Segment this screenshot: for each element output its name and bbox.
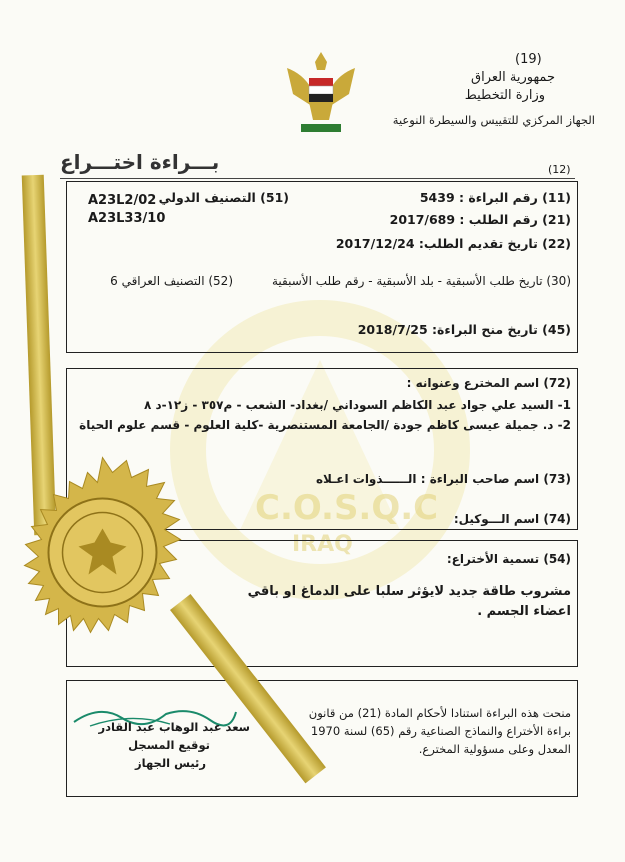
invention-title-line-1: مشروب طاقة جديد لايؤثر سلبا على الدماغ او باقي: [247, 584, 571, 599]
agency-name: الجهاز المركزي للتقييس والسيطرة النوعية: [392, 113, 595, 127]
agent-name: (74) اسم الـــوكيل:: [453, 512, 571, 526]
intl-class-1: A23L2/02: [88, 193, 157, 208]
grant-statement-line-2: براءة الأختراع والنماذج الصناعية رقم (65) لسنة 1970: [310, 724, 571, 738]
ministry-name: وزارة التخطيط: [464, 88, 545, 103]
section-code: (12): [548, 163, 571, 176]
signer-role-president: رئيس الجهاز: [135, 756, 206, 770]
country-name: جمهورية العراق: [471, 70, 555, 85]
document-title: بـــراءة اختـــراع: [60, 150, 220, 174]
intl-class-2: A23L33/10: [88, 211, 166, 226]
iraqi-classification: (52) التصنيف العراقي 6: [110, 274, 233, 288]
patent-owner: (73) اسم صاحب البراءة : الــــــذوات اعـلاه: [315, 472, 571, 486]
patent-number: (11) رقم البراءة : 5439: [419, 190, 571, 205]
signer-role-registrar: توقيع المسجل: [128, 738, 210, 752]
inventors-label: (72) اسم المخترع وعنوانه :: [406, 376, 571, 390]
top-rule: [60, 178, 575, 179]
intl-class-label: (51) التصنيف الدولي: [158, 190, 289, 205]
doc-number: (19): [515, 52, 542, 67]
grant-date: (45) تاريخ منح البراءة: 2018/7/25: [357, 322, 571, 337]
watermark-text-iraq: IRAQ: [292, 532, 353, 557]
filing-date: (22) تاريخ تقديم الطلب: 2017/12/24: [335, 236, 571, 251]
signer-name: سعد عبد الوهاب عبد القادر: [98, 720, 250, 734]
watermark-text: C.O.S.Q.C: [255, 488, 439, 528]
invention-title-label: (54) تسمية الأختراع:: [446, 552, 571, 566]
grant-statement-line-3: المعدل وعلى مسؤولية المخترع.: [418, 742, 571, 756]
invention-title-line-2: اعضاء الجسم .: [477, 604, 571, 619]
application-number: (21) رقم الطلب : 2017/689: [389, 212, 571, 227]
gold-seal-icon: [5, 455, 200, 650]
grant-statement-line-1: منحت هذه البراءة استنادا لأحكام المادة (21) من قانون: [308, 706, 571, 720]
priority-info: (30) تاريخ طلب الأسبقية - بلد الأسبقية - رقم طلب الأسبقية: [271, 274, 571, 288]
inventor-1: 1- السيد علي جواد عبد الكاظم السوداني /بغداد- الشعب - م٣٥٧ - ز١٢-د ٨: [143, 398, 571, 412]
iraq-eagle-emblem-icon: [285, 48, 357, 138]
inventor-2: 2- د. جميلة عيسى كاظم جودة /الجامعة المستنصرية -كلية العلوم - قسم علوم الحياة: [79, 418, 571, 432]
